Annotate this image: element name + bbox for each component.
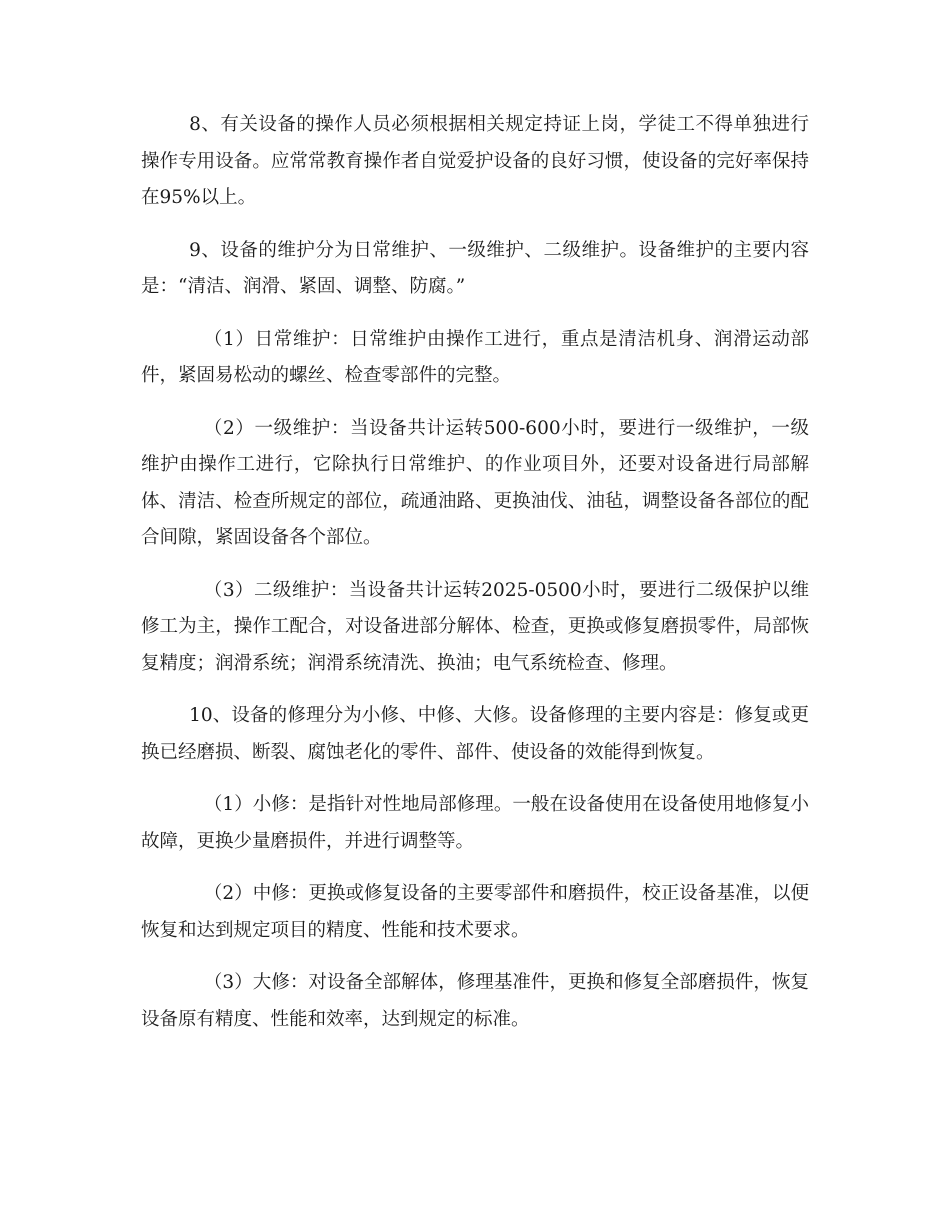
paragraph-9: 9、设备的维护分为日常维护、一级维护、二级维护。设备维护的主要内容是：“清洁、润滑、紧固、调整、防腐。”: [141, 239, 809, 297]
paragraph-10: 10、设备的修理分为小修、中修、大修。设备修理的主要内容是：修复或更换已经磨损、断裂、腐蚀老化的零件、部件、使设备的效能得到恢复。: [141, 705, 809, 763]
paragraph-10-1: （1）小修：是指针对性地局部修理。一般在设备使用在设备使用地修复小故障，更换少量磨损件，并进行调整等。: [141, 794, 809, 852]
paragraph-9-1: （1）日常维护：日常维护由操作工进行，重点是清洁机身、润滑运动部件，紧固易松动的螺丝、检查零部件的完整。: [141, 328, 809, 386]
paragraph-9-3: （3）二级维护：当设备共计运转2025-0500小时，要进行二级保护以维修工为主，操作工配合，对设备进部分解体、检查，更换或修复磨损零件，局部恢复精度；润滑系统；润滑系统清洗、换油；电气系统检查、修理。: [141, 579, 809, 674]
paragraph-8: 8、有关设备的操作人员必须根据相关规定持证上岗，学徒工不得单独进行操作专用设备。应常常教育操作者自觉爱护设备的良好习惯，使设备的完好率保持在95%以上。: [141, 114, 809, 208]
paragraph-10-2: （2）中修：更换或修复设备的主要零部件和磨损件，校正设备基准，以便恢复和达到规定项目的精度、性能和技术要求。: [141, 883, 809, 941]
paragraph-9-2: （2）一级维护：当设备共计运转500-600小时，要进行一级维护，一级维护由操作工进行，它除执行日常维护、的作业项目外，还要对设备进行局部解体、清洁、检查所规定的部位，疏通油路、更换油伐、油毡，调整设备各部位的配合间隙，紧固设备各个部位。: [141, 417, 809, 548]
document-body: [141, 107, 809, 1054]
paragraph-10-3: （3）大修：对设备全部解体，修理基准件，更换和修复全部磨损件，恢复设备原有精度、性能和效率，达到规定的标准。: [141, 972, 809, 1030]
